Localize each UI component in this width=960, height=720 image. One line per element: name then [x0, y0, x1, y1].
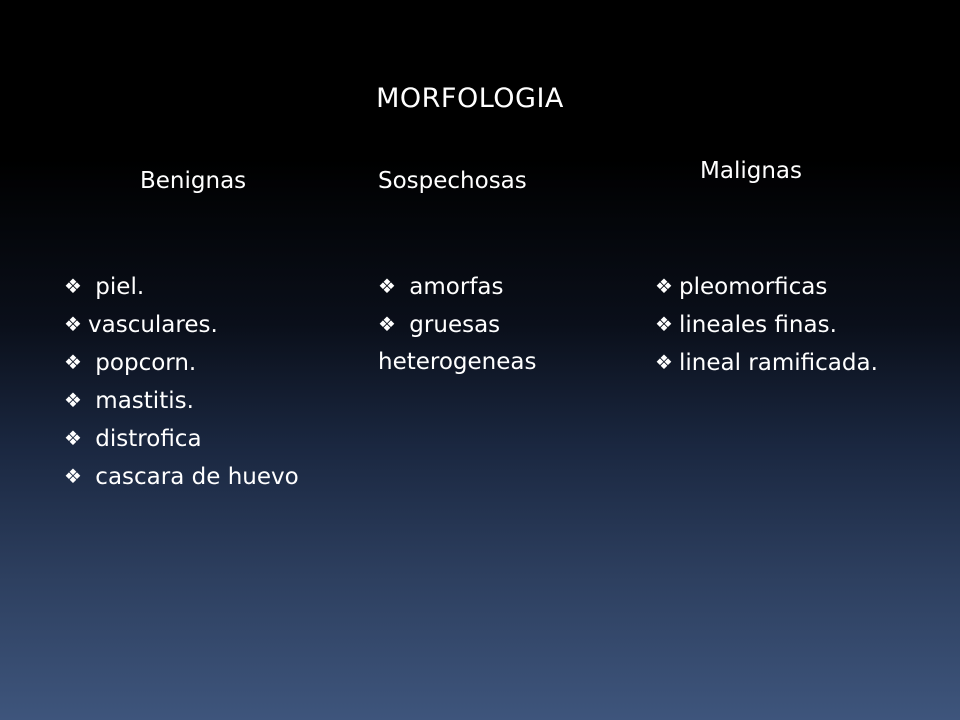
sospechosas-heading: Sospechosas	[378, 168, 527, 194]
list-item	[64, 458, 299, 496]
diamond-bullet-icon: ❖	[64, 274, 82, 298]
list-item-label: lineales finas.	[679, 312, 837, 338]
list-item	[378, 306, 536, 344]
diamond-bullet-icon: ❖	[655, 274, 673, 298]
list-item	[655, 268, 878, 306]
diamond-bullet-icon: ❖	[655, 312, 673, 336]
list-item	[655, 306, 878, 344]
list-item-label: popcorn.	[88, 350, 197, 376]
list-item-label: vasculares.	[88, 312, 218, 338]
list-item	[64, 268, 299, 306]
list-item-label: amorfas	[402, 274, 504, 300]
diamond-bullet-icon: ❖	[655, 350, 673, 374]
list-item-label: pleomorficas	[679, 274, 828, 300]
slide-title: MORFOLOGIA	[376, 83, 564, 114]
list-item	[378, 268, 536, 306]
list-item	[64, 420, 299, 458]
list-item-label: piel.	[88, 274, 145, 300]
list-item	[64, 382, 299, 420]
benignas-heading: Benignas	[140, 168, 247, 194]
list-item	[655, 344, 878, 382]
sospechosas-list	[378, 268, 536, 381]
list-item-label: mastitis.	[88, 388, 194, 414]
list-item-label: heterogeneas	[378, 349, 537, 375]
diamond-bullet-icon: ❖	[378, 274, 396, 298]
list-item	[64, 306, 299, 344]
diamond-bullet-icon: ❖	[64, 388, 82, 412]
diamond-bullet-icon: ❖	[64, 350, 82, 374]
malignas-list	[655, 268, 878, 382]
list-item-label: gruesas	[402, 312, 501, 338]
malignas-heading: Malignas	[700, 158, 802, 184]
diamond-bullet-icon: ❖	[64, 464, 82, 488]
list-item-label: distrofica	[88, 426, 202, 452]
benignas-list	[64, 268, 299, 496]
list-item-label: cascara de huevo	[88, 464, 299, 490]
diamond-bullet-icon: ❖	[64, 312, 82, 336]
diamond-bullet-icon: ❖	[378, 312, 396, 336]
diamond-bullet-icon: ❖	[64, 426, 82, 450]
list-item-continuation	[378, 344, 536, 381]
list-item	[64, 344, 299, 382]
list-item-label: lineal ramificada.	[679, 350, 878, 376]
